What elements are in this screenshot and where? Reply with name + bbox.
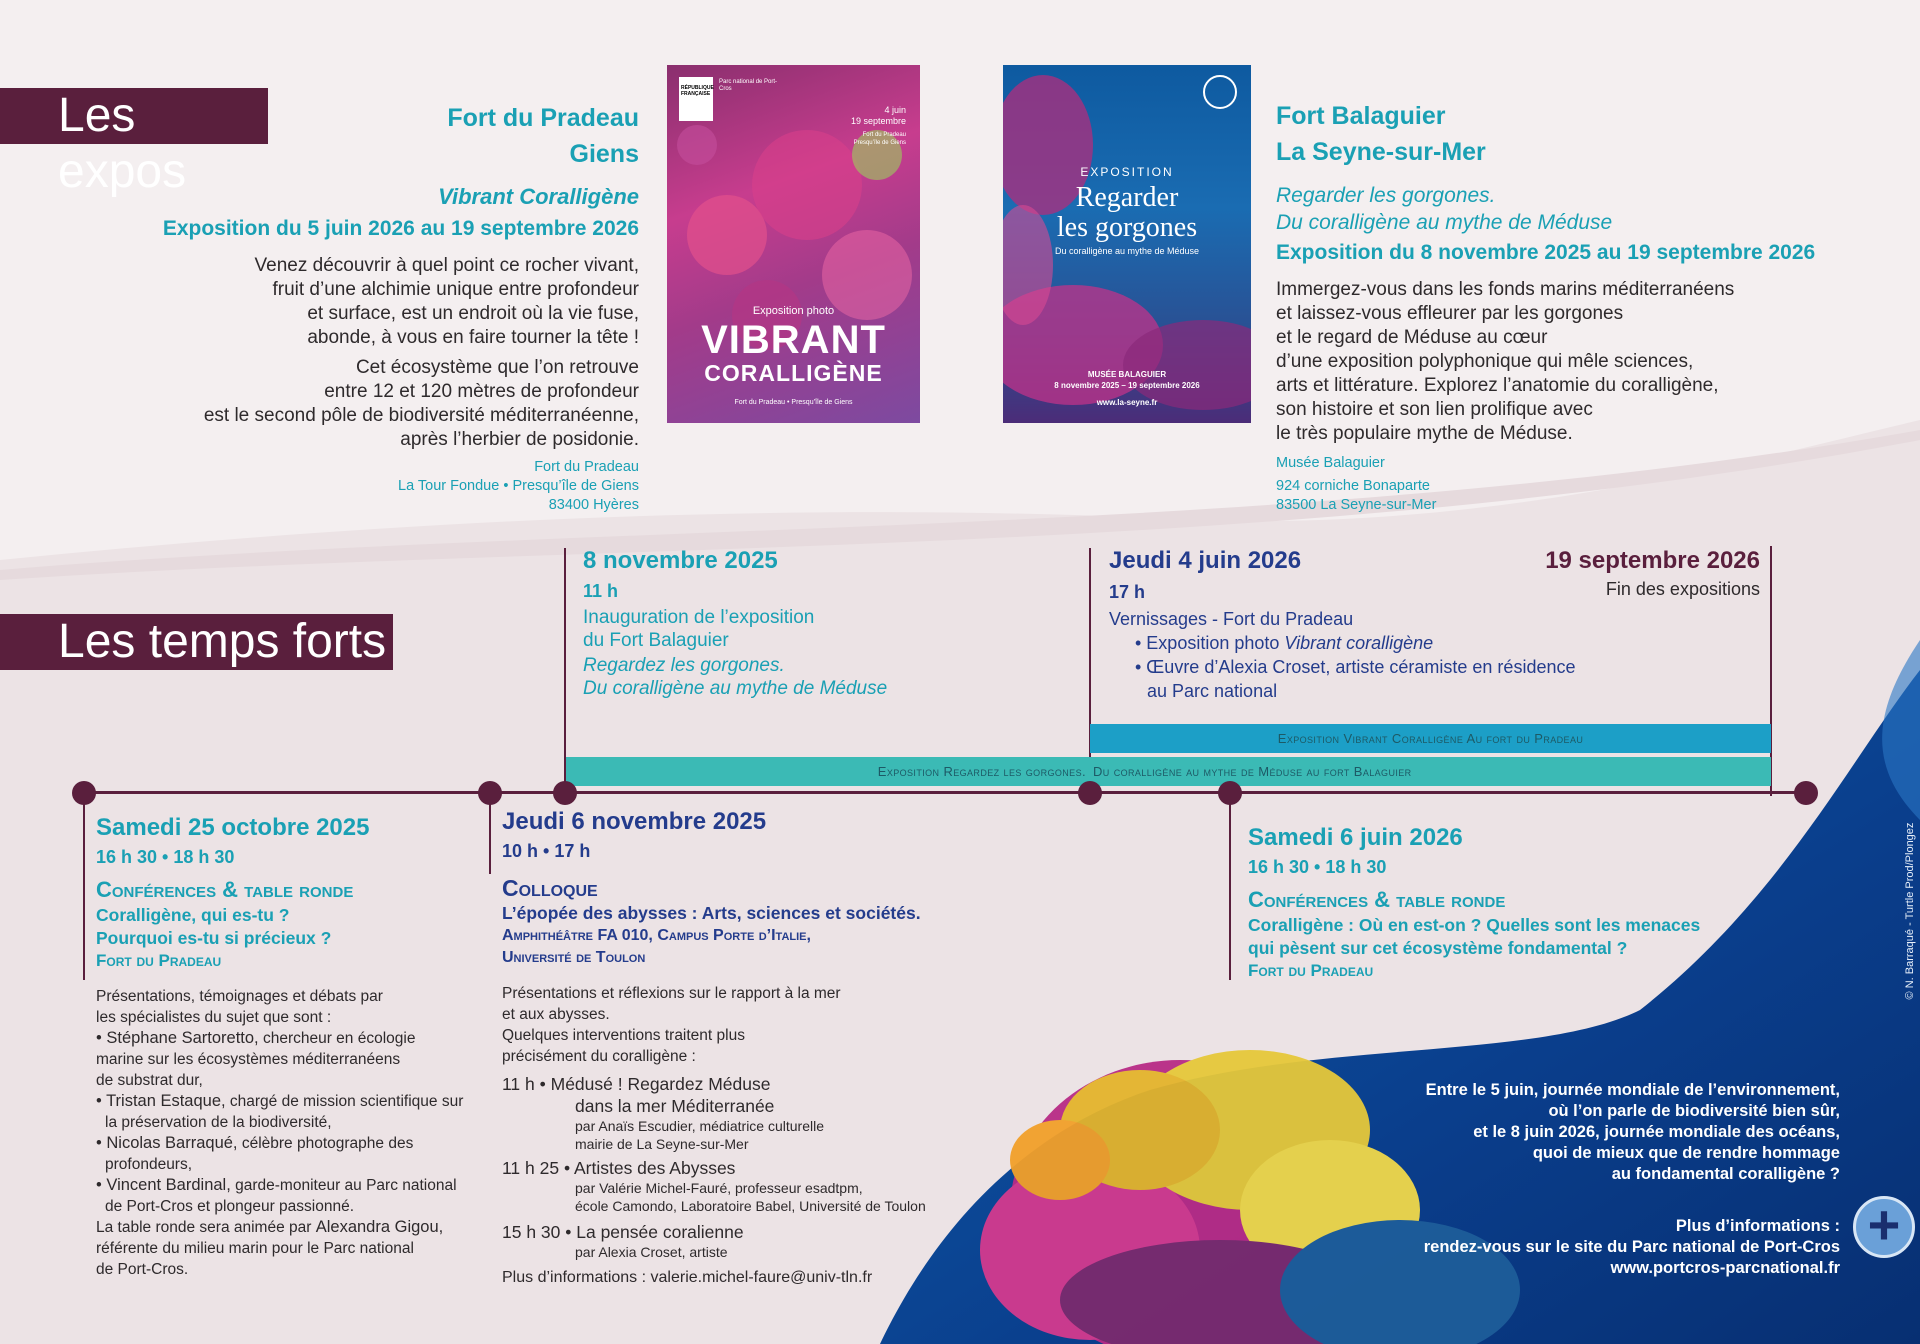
event-jun6 xyxy=(1248,822,1748,982)
nov8-line-3: Regardez les gorgones. xyxy=(583,655,785,676)
sep19-date: 19 septembre 2026 xyxy=(1545,547,1760,574)
speaker-name: • Vincent Bardinal, xyxy=(96,1176,231,1194)
plus-icon: + xyxy=(1853,1196,1915,1258)
bar-gorgones-right: Du coralligène au mythe de Méduse au fort Balaguier xyxy=(1093,764,1412,779)
text-line: garde-moniteur au Parc national xyxy=(230,1177,457,1194)
oct25-q2: Pourquoi es-tu si précieux ? xyxy=(96,928,332,948)
poster2-dates: 8 novembre 2025 – 19 septembre 2026 xyxy=(1054,381,1200,390)
talk-title: dans la mer Méditerranée xyxy=(575,1096,775,1116)
jun6-place: Fort du Pradeau xyxy=(1248,961,1374,980)
text-line: quoi de mieux que de rendre hommage xyxy=(1532,1144,1840,1162)
expo2-paragraph xyxy=(1276,278,1876,446)
text-line: Entre le 5 juin, journée mondiale de l’environnement, xyxy=(1425,1081,1840,1099)
text-line xyxy=(96,1217,496,1238)
text-line: Fort du Pradeau xyxy=(534,459,639,475)
talk-speaker: par Valérie Michel-Fauré, professeur esadtpm, xyxy=(575,1180,863,1196)
text-line: Presqu’île de Giens xyxy=(853,140,906,146)
text-line xyxy=(96,1028,496,1049)
oct25-time: 16 h 30 • 18 h 30 xyxy=(96,847,235,867)
text-line: Présentations, témoignages et débats par xyxy=(96,988,383,1005)
oct25-kind: Conférences & table ronde xyxy=(96,877,354,902)
text-line: Immergez-vous dans les fonds marins méditerranéens xyxy=(1276,279,1735,300)
expo1-paragraph-1 xyxy=(150,254,639,350)
expo2-block xyxy=(1276,98,1876,515)
text-line: 19 septembre xyxy=(850,116,906,126)
text-line: et laissez-vous effleurer par les gorgones xyxy=(1276,303,1624,324)
expo2-title-2: Du coralligène au mythe de Méduse xyxy=(1276,211,1613,234)
text-line: Vibrant coralligène xyxy=(1284,633,1434,653)
expo2-title-1: Regarder les gorgones. xyxy=(1276,184,1496,207)
talk-title: 15 h 30 • La pensée coralienne xyxy=(502,1222,744,1242)
oct25-date: Samedi 25 octobre 2025 xyxy=(96,814,370,841)
jun6-time: 16 h 30 • 18 h 30 xyxy=(1248,857,1387,877)
timeline-dot-nov8 xyxy=(553,781,577,805)
text-line: précisément du coralligène : xyxy=(502,1048,696,1065)
jun4-date: Jeudi 4 juin 2026 xyxy=(1109,547,1302,574)
talk-title: 11 h 25 • Artistes des Abysses xyxy=(502,1158,736,1178)
poster2-url: www.la-seyne.fr xyxy=(1096,398,1158,407)
text-line: Venez découvrir à quel point ce rocher vivant, xyxy=(254,255,639,276)
stem-jun6 xyxy=(1229,794,1231,980)
expo2-dates: Exposition du 8 novembre 2025 au 19 septembre 2026 xyxy=(1276,241,1816,264)
poster-regarder-les-gorgones xyxy=(1003,65,1251,423)
more-info-label: Plus d’informations : xyxy=(1675,1217,1840,1235)
event-nov8 xyxy=(583,546,1003,700)
nov6-title: L’épopée des abysses : Arts, sciences et sociétés. xyxy=(502,903,921,923)
bar-gorgones-left: Exposition Regardez les gorgones. xyxy=(877,764,1086,779)
nov6-talk-2 xyxy=(502,1157,972,1215)
bar-vibrant-coralligene: Exposition Vibrant Coralligène Au fort du Pradeau xyxy=(1090,724,1771,753)
speaker-name: • Tristan Estaque, xyxy=(96,1092,226,1110)
text-line: La Tour Fondue • Presqu’île de Giens xyxy=(398,478,639,494)
text-line: et aux abysses. xyxy=(502,1006,610,1023)
text-line: 83400 Hyères xyxy=(548,497,639,513)
text-line: abonde, à vous en faire tourner la tête ! xyxy=(307,327,639,348)
event-oct25 xyxy=(96,812,496,1280)
nov6-talk-1 xyxy=(502,1073,972,1153)
expo1-block xyxy=(150,100,639,515)
text-line: Fort du Pradeau xyxy=(862,132,906,138)
poster2-logo xyxy=(1203,75,1237,109)
expo1-dates: Exposition du 5 juin 2026 au 19 septembre 2026 xyxy=(162,217,639,240)
text-line: de Port-Cros. xyxy=(96,1261,189,1278)
poster-vibrant-coralligene xyxy=(667,65,920,423)
text-line: les spécialistes du sujet que sont : xyxy=(96,1009,332,1026)
sep19-sub: Fin des expositions xyxy=(1605,579,1760,599)
more-info-text: rendez-vous sur le site du Parc national de Port-Cros xyxy=(1423,1238,1840,1256)
text-line: arts et littérature. Explorez l’anatomie du coralligène, xyxy=(1276,375,1719,396)
nov6-venue-1: Amphithéâtre FA 010, Campus Porte d’Italie, xyxy=(502,927,811,944)
jun6-kind: Conférences & table ronde xyxy=(1248,887,1506,912)
poster1-gov-logo: RÉPUBLIQUE FRANÇAISE xyxy=(679,77,713,121)
text-line xyxy=(96,1091,496,1112)
text-line xyxy=(96,1133,496,1154)
text-line: Cet écosystème que l’on retrouve xyxy=(355,357,639,378)
timeline-line xyxy=(83,791,1806,794)
nov8-time: 11 h xyxy=(583,581,619,601)
expo1-paragraph-2 xyxy=(150,356,639,452)
poster2-label: EXPOSITION xyxy=(1080,165,1174,179)
oct25-place: Fort du Pradeau xyxy=(96,951,222,970)
poster2-title-2: les gorgones xyxy=(1056,212,1198,243)
more-info-block xyxy=(1300,1216,1840,1279)
text-line xyxy=(96,1175,496,1196)
text-line: après l’herbier de posidonie. xyxy=(400,429,639,450)
poster1-dates xyxy=(851,105,906,147)
banner-les-temps-forts: Les temps forts xyxy=(0,614,393,670)
nov6-venue-2: Université de Toulon xyxy=(502,949,646,966)
expo1-town: Giens xyxy=(569,140,639,168)
text-line: 4 juin xyxy=(884,105,906,115)
text-line: où l’on parle de biodiversité bien sûr, xyxy=(1548,1102,1840,1120)
text-line: marine sur les écosystèmes méditerranéens xyxy=(96,1051,401,1068)
nov8-line-1: Inauguration de l’exposition xyxy=(583,607,815,628)
nov8-line-2: du Fort Balaguier xyxy=(583,630,729,651)
jun4-time: 17 h xyxy=(1109,582,1146,602)
speaker-name: • Nicolas Barraqué, xyxy=(96,1134,238,1152)
jun4-bullet-1 xyxy=(1109,631,1629,655)
text-line: d’une exposition polyphonique qui mêle sciences, xyxy=(1276,351,1694,372)
expo2-town: La Seyne-sur-Mer xyxy=(1276,138,1486,166)
moderator-name: Alexandra Gigou, xyxy=(315,1218,444,1236)
poster1-park-logo: Parc national de Port-Cros xyxy=(719,79,778,92)
talk-speaker: par Alexia Croset, artiste xyxy=(575,1244,728,1260)
poster1-title-1: VIBRANT xyxy=(701,318,886,362)
jun4-line-1: Vernissages - Fort du Pradeau xyxy=(1109,609,1354,629)
jun6-q2: qui pèsent sur cet écosystème fondamental ? xyxy=(1248,938,1628,958)
text-line: la préservation de la biodiversité, xyxy=(105,1114,332,1131)
jun4-bullet-2: • Œuvre d’Alexia Croset, artiste céramiste en résidence xyxy=(1135,657,1576,677)
nov6-date: Jeudi 6 novembre 2025 xyxy=(502,808,767,835)
text-line: 924 corniche Bonaparte xyxy=(1276,478,1430,494)
talk-speaker: école Camondo, Laboratoire Babel, Université de Toulon xyxy=(575,1198,926,1214)
text-line: Quelques interventions traitent plus xyxy=(502,1027,745,1044)
poster2-subtitle: Du coralligène au mythe de Méduse xyxy=(1054,246,1200,256)
banner-les-expos: Les expos xyxy=(0,88,268,144)
oct25-q1: Coralligène, qui es-tu ? xyxy=(96,905,290,925)
nov6-talk-3 xyxy=(502,1221,972,1261)
expo1-title: Vibrant Coralligène xyxy=(438,184,639,209)
nov6-kind: Colloque xyxy=(502,875,598,901)
poster1-title-2: CORALLIGÈNE xyxy=(704,360,883,386)
text-line: profondeurs, xyxy=(105,1156,193,1173)
timeline-dot-jun4 xyxy=(1078,781,1102,805)
text-line: Musée Balaguier xyxy=(1276,455,1385,471)
text-line: entre 12 et 120 mètres de profondeur xyxy=(324,381,639,402)
poster1-footer: Fort du Pradeau • Presqu’île de Giens xyxy=(734,399,853,406)
text-line: chargé de mission scientifique sur xyxy=(225,1093,464,1110)
talk-speaker: par Anaïs Escudier, médiatrice culturelle xyxy=(575,1118,825,1134)
jun4-bullet-2b: au Parc national xyxy=(1147,681,1278,701)
closing-text xyxy=(1300,1080,1840,1185)
oct25-details xyxy=(96,986,496,1280)
jun6-date: Samedi 6 juin 2026 xyxy=(1248,824,1463,851)
photo-credit: © N. Barraqué - Turtle Prod/Plongez xyxy=(1904,822,1916,1000)
nov6-time: 10 h • 17 h xyxy=(502,841,591,861)
nov8-date: 8 novembre 2025 xyxy=(583,547,778,574)
nov6-more-info: Plus d’informations : valerie.michel-faure@univ-tln.fr xyxy=(502,1269,873,1286)
talk-title: 11 h • Médusé ! Regardez Méduse xyxy=(502,1074,771,1094)
expo2-place: Fort Balaguier xyxy=(1276,102,1446,130)
text-line: et surface, est un endroit où la vie fuse, xyxy=(307,303,639,324)
speaker-name: • Stéphane Sartoretto, xyxy=(96,1029,259,1047)
nov8-line-4: Du coralligène au mythe de Méduse xyxy=(583,678,888,699)
poster2-title-1: Regarder xyxy=(1075,182,1179,213)
text-line: fruit d’une alchimie unique entre profondeur xyxy=(272,279,639,300)
text-line: son histoire et son lien prolifique avec xyxy=(1276,399,1593,420)
park-website-link[interactable]: www.portcros-parcnational.fr xyxy=(1610,1259,1840,1277)
timeline-dot-sep19 xyxy=(1794,781,1818,805)
text-line: de substrat dur, xyxy=(96,1072,203,1089)
text-line: et le 8 juin 2026, journée mondiale des océans, xyxy=(1473,1123,1840,1141)
poster1-subtitle: Exposition photo xyxy=(752,305,835,317)
text-line: La table ronde sera animée par xyxy=(96,1219,316,1236)
poster2-museum: MUSÉE BALAGUIER xyxy=(1087,370,1167,379)
stem-oct25 xyxy=(83,794,85,980)
expo1-address xyxy=(150,458,639,515)
text-line: référente du milieu marin pour le Parc national xyxy=(96,1240,414,1257)
text-line: le très populaire mythe de Méduse. xyxy=(1276,423,1573,444)
text-line: au fondamental coralligène ? xyxy=(1611,1165,1840,1183)
jun6-q1: Coralligène : Où en est-on ? Quelles sont les menaces xyxy=(1248,915,1701,935)
text-line: • Exposition photo xyxy=(1135,633,1285,653)
event-sep19 xyxy=(1460,546,1760,602)
talk-speaker: mairie de La Seyne-sur-Mer xyxy=(575,1136,749,1152)
text-line: chercheur en écologie xyxy=(258,1030,416,1047)
expo2-address xyxy=(1276,454,1876,515)
bar-regardez-gorgones xyxy=(566,757,1771,786)
nov6-details xyxy=(502,983,972,1067)
text-line: 83500 La Seyne-sur-Mer xyxy=(1276,497,1437,513)
text-line: de Port-Cros et plongeur passionné. xyxy=(105,1198,355,1215)
text-line: et le regard de Méduse au cœur xyxy=(1276,327,1548,348)
text-line: est le second pôle de biodiversité méditerranéenne, xyxy=(203,405,639,426)
text-line: Présentations et réflexions sur le rapport à la mer xyxy=(502,985,841,1002)
expo1-place: Fort du Pradeau xyxy=(447,104,639,132)
text-line: célèbre photographe des xyxy=(237,1135,414,1152)
event-nov6 xyxy=(502,806,972,1289)
